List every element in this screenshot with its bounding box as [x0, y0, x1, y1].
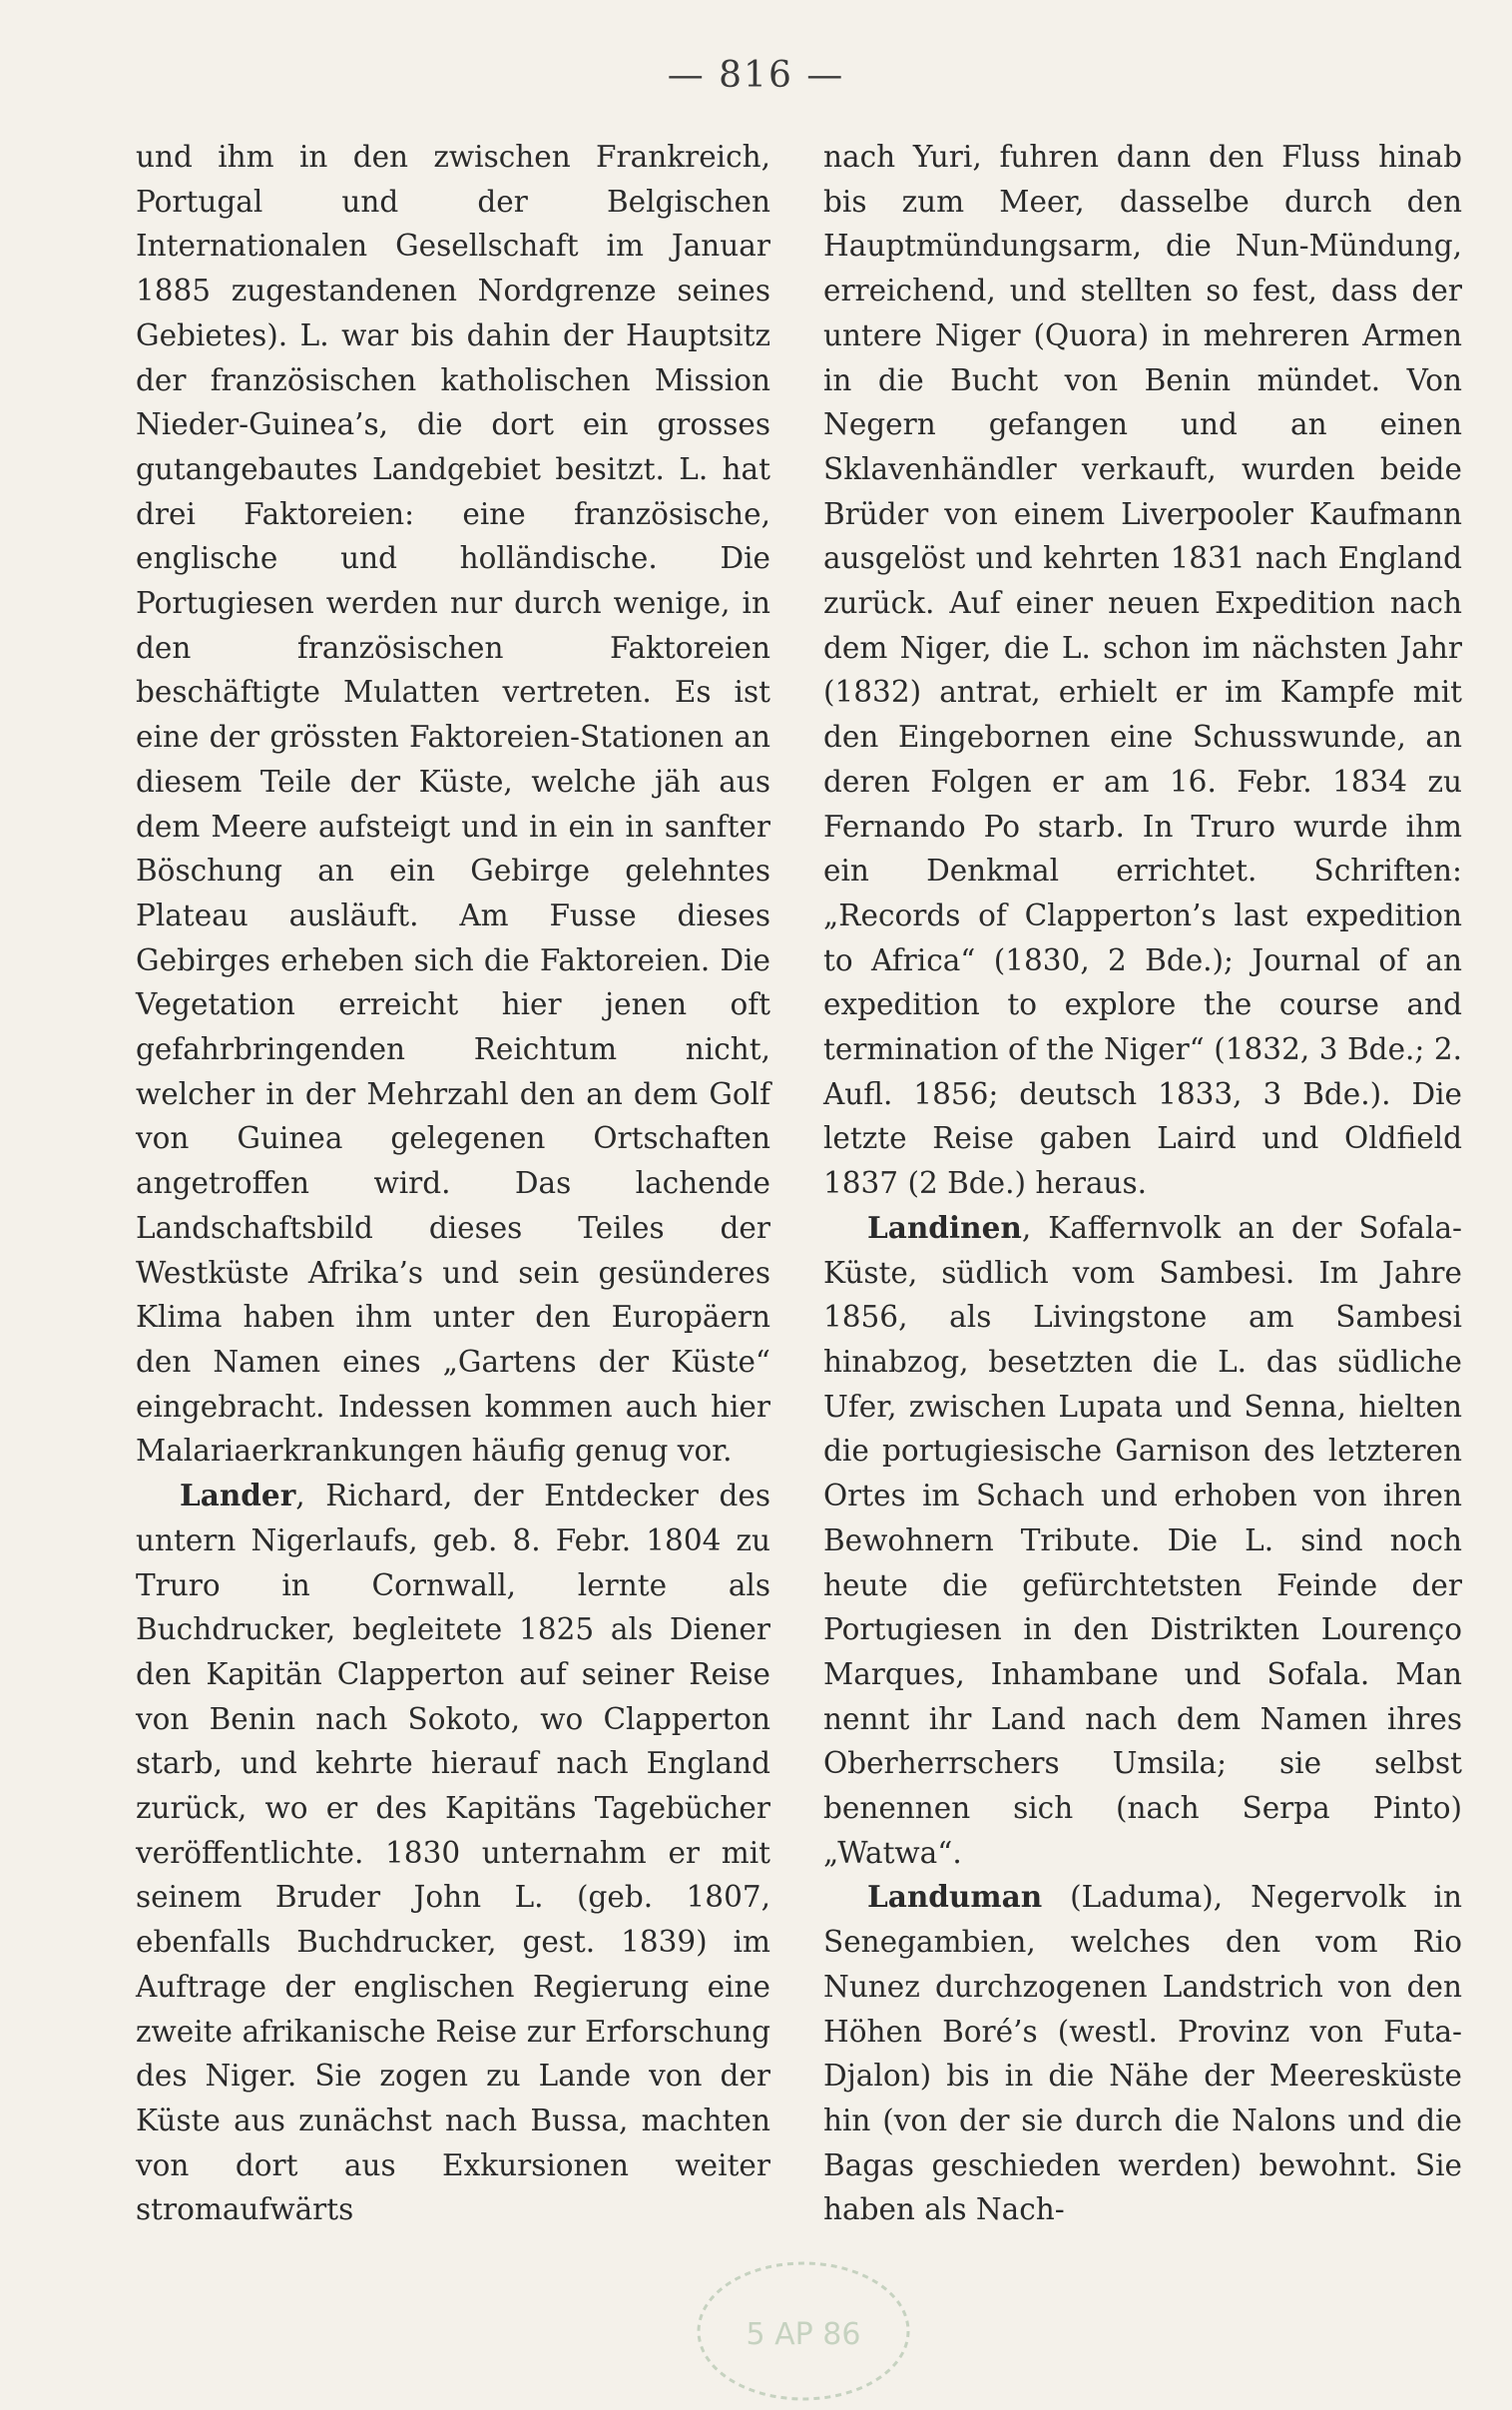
headword-lander: Lander: [180, 1478, 296, 1513]
entry-landuman-body: (Laduma), Negervolk in Senegambien, welches den vom Rio Nunez durchzogenen Landstrich von den Höhen Boré’s (westl. Provinz von Futa-Djalon) bis in die Nähe der Meeresküste hin (von der sie durch die Nalons und die Bagas geschieden werden) bewohnt. Sie haben als Nach-: [823, 1880, 1462, 2227]
entry-continuation-paragraph: und ihm in den zwischen Frankreich, Portugal und der Belgischen Internationalen Gesellschaft im Januar 1885 zugestandenen Nordgrenze seines Gebietes). L. war bis dahin der Hauptsitz der französischen katholischen Mission Nieder-Guinea’s, die dort ein grosses gutangebautes Landgebiet besitzt. L. hat drei Faktoreien: eine französische, englische und holländische. Die Portugiesen werden nur durch wenige, in den französischen Faktoreien beschäftigte Mulatten vertreten. Es ist eine der grössten Faktoreien-Stationen an diesem Teile der Küste, welche jäh aus dem Meere aufsteigt und in ein in sanfter Böschung an ein Gebirge gelehntes Plateau ausläuft. Am Fusse dieses Gebirges erheben sich die Faktoreien. Die Vegetation erreicht hier jenen oft gefahrbringenden Reichtum nicht, welcher in der Mehrzahl den an dem Golf von Guinea gelegenen Ortschaften angetroffen wird. Das lachende Landschaftsbild dieses Teiles der Westküste Afrika’s und sein gesünderes Klima haben ihm unter den Europäern den Namen eines „Gartens der Küste“ eingebracht. Indessen kommen auch hier Malariaerkrankungen häufig genug vor.: [136, 140, 770, 1469]
entry-landinen-body: , Kaffernvolk an der Sofala-Küste, südlich vom Sambesi. Im Jahre 1856, als Livingstone am Sambesi hinabzog, besetzten die L. das südliche Ufer, zwischen Lupata und Senna, hielten die portugiesische Garnison des letzteren Ortes im Schach und erhoben von ihren Bewohnern Tribute. Die L. sind noch heute die gefürchtetsten Feinde der Portugiesen in den Distrikten Lourenço Marques, Inhambane und Sofala. Man nennt ihr Land nach dem Namen ihres Oberherrschers Umsila; sie selbst benennen sich (nach Serpa Pinto) „Watwa“.: [823, 1210, 1462, 1870]
entry-lander-body: , Richard, der Entdecker des untern Nigerlaufs, geb. 8. Febr. 1804 zu Truro in Cornwall, lernte als Buchdrucker, begleitete 1825 als Diener den Kapitän Clapperton auf seiner Reise von Benin nach Sokoto, wo Clapperton starb, und kehrte hierauf nach England zurück, wo er des Kapitäns Tagebücher veröffentlichte. 1830 unternahm er mit seinem Bruder John L. (geb. 1807, ebenfalls Buchdrucker, gest. 1839) im Auftrage der englischen Regierung eine zweite afrikanische Reise zur Erforschung des Niger. Sie zogen zu Lande von der Küste aus zunächst nach Bussa, machten von dort aus Exkursionen weiter stromaufwärts: [136, 1479, 770, 2227]
headword-landinen: Landinen: [867, 1209, 1022, 1245]
entry-landinen: [823, 1206, 1462, 1876]
right-column: [823, 135, 1462, 2232]
entry-landuman: [823, 1875, 1462, 2232]
headword-landuman: Landuman: [867, 1879, 1043, 1915]
left-column: [136, 135, 770, 2232]
library-stamp: [689, 2256, 918, 2406]
entry-lander-continuation: nach Yuri, fuhren dann den Fluss hinab bis zum Meer, dasselbe durch den Hauptmündungsarm, die Nun-Mündung, erreichend, und stellten so fest, dass der untere Niger (Quora) in mehreren Armen in die Bucht von Benin mündet. Von Negern gefangen und an einen Sklavenhändler verkauft, wurden beide Brüder von einem Liverpooler Kaufmann ausgelöst und kehrten 1831 nach England zurück. Auf einer neuen Expedition nach dem Niger, die L. schon im nächsten Jahr (1832) antrat, erhielt er im Kampfe mit den Eingebornen eine Schusswunde, an deren Folgen er am 16. Febr. 1834 zu Fernando Po starb. In Truro wurde ihm ein Denkmal errichtet. Schriften: „Records of Clapperton’s last expedition to Africa“ (1830, 2 Bde.); Journal of an expedition to explore the course and termination of the Niger“ (1832, 3 Bde.; 2. Aufl. 1856; deutsch 1833, 3 Bde.). Die letzte Reise gaben Laird und Oldfield 1837 (2 Bde.) heraus.: [823, 140, 1462, 1201]
library-stamp-graphic: [689, 2256, 918, 2406]
page-number: — 816 —: [667, 55, 845, 96]
entry-lander: [136, 1474, 770, 2232]
stamp-date: 5 AP 86: [746, 2317, 861, 2352]
